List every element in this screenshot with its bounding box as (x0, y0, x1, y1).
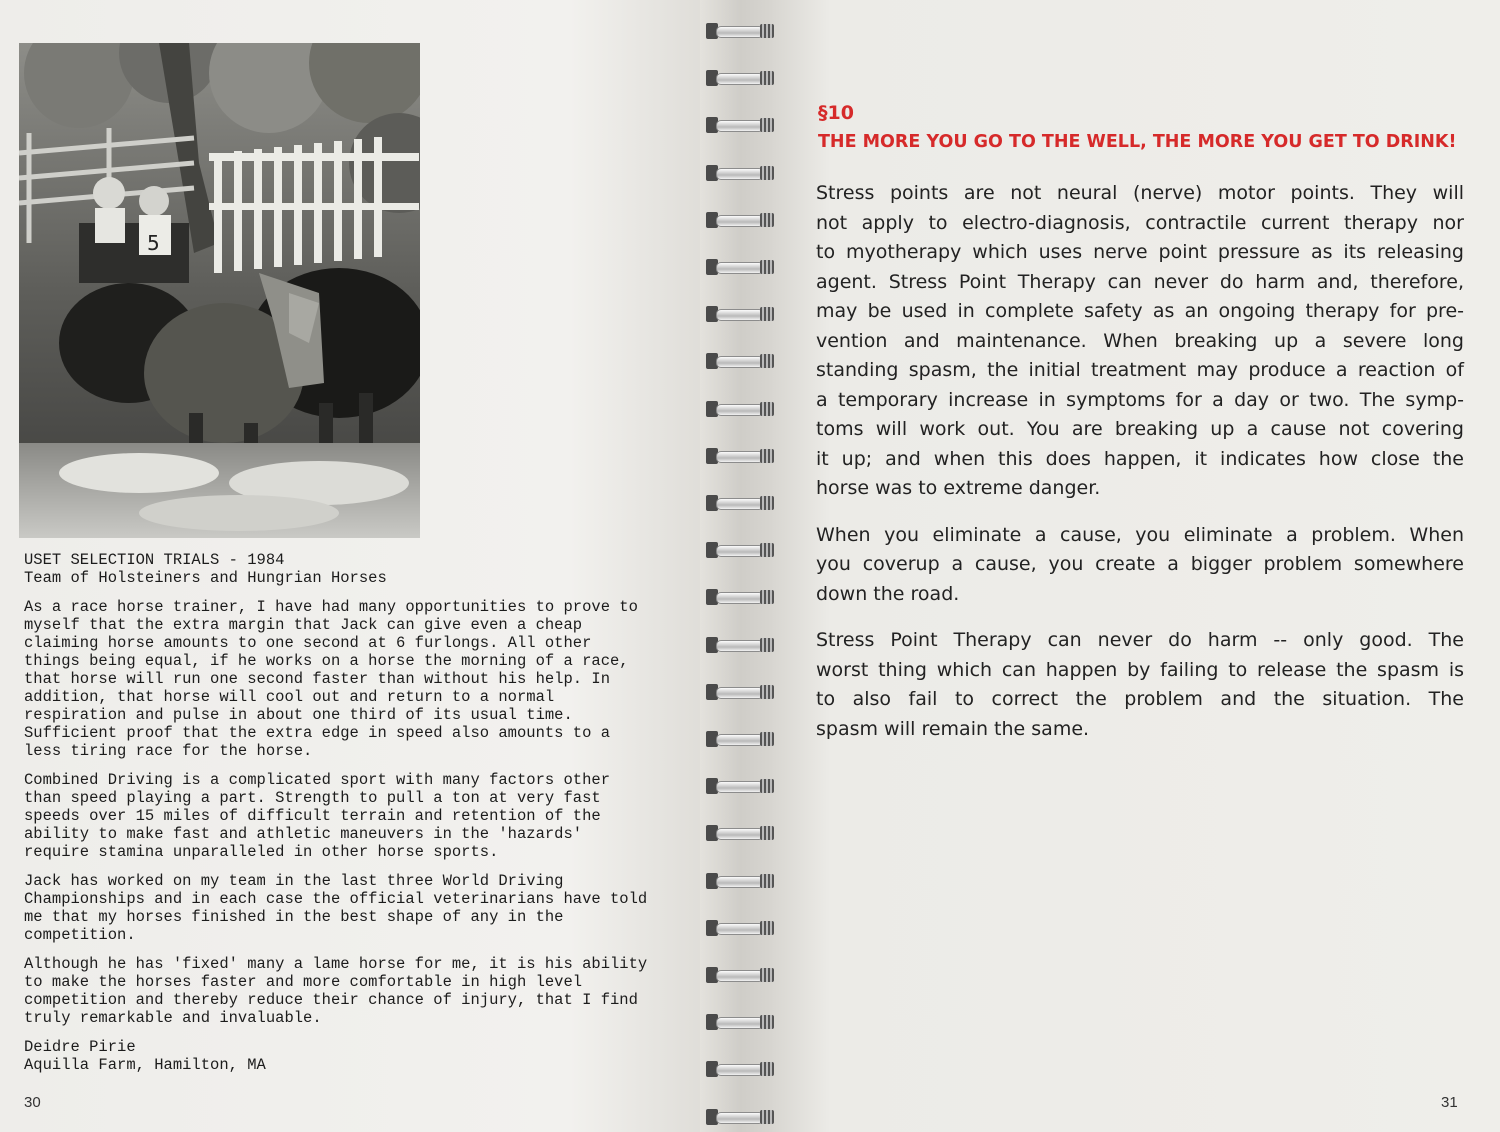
text-line: ability to make fast and athletic maneuvers in the 'hazards' (24, 825, 583, 843)
signature-name: Deidre Pirie (24, 1038, 136, 1056)
text-line: truly remarkable and invaluable. (24, 1009, 322, 1027)
text-line: Jack has worked on my team in the last three World Driving (24, 872, 564, 890)
spiral-ring (706, 681, 774, 703)
text-line: horse was to extreme danger. (816, 477, 1101, 499)
left-page (0, 0, 712, 1132)
spiral-ring (706, 586, 774, 608)
text-line: it up; and when this does happen, it indicates how close the (816, 447, 1464, 470)
spiral-ring (706, 398, 774, 420)
text-line: less tiring race for the horse. (24, 742, 313, 760)
text-line: competition and thereby reduce their chance of injury, that I find (24, 991, 638, 1009)
text-line: Stress points are not neural (nerve) motor points. They will (816, 182, 1464, 204)
spiral-ring (706, 114, 774, 136)
text-line: agent. Stress Point Therapy can never do harm and, therefore, (816, 270, 1464, 293)
text-line: competition. (24, 926, 136, 944)
testimonial-paragraph (24, 598, 684, 760)
text-line: not apply to electro-diagnosis, contractile current therapy nor (816, 211, 1464, 234)
testimonial-paragraph (24, 872, 684, 944)
spiral-ring (706, 775, 774, 797)
spiral-ring (706, 162, 774, 184)
page-number-right: 31 (1441, 1094, 1458, 1111)
text-line: myself that the extra margin that Jack can give even a cheap (24, 616, 583, 634)
text-line: to also fail to correct the problem and the situation. The (816, 688, 1464, 710)
text-line: down the road. (816, 582, 960, 605)
text-line: toms will work out. You are breaking up a cause not covering (816, 418, 1464, 440)
text-line: worst thing which can happen by failing to release the spasm is (816, 658, 1464, 681)
spiral-ring (706, 539, 774, 561)
spiral-ring (706, 445, 774, 467)
testimonial-body (24, 598, 684, 1038)
text-line: Championships and in each case the official veterinarians have told (24, 890, 648, 908)
text-line: you coverup a cause, you create a bigger problem somewhere (816, 553, 1464, 575)
testimonial-signature (24, 1038, 424, 1074)
caption-title: USET SELECTION TRIALS - 1984 (24, 551, 285, 569)
spiral-ring (706, 350, 774, 372)
svg-text:5: 5 (147, 231, 160, 255)
text-line: standing spasm, the initial treatment may produce a reaction of (816, 359, 1464, 381)
body-paragraph (816, 626, 1464, 744)
spiral-ring (706, 728, 774, 750)
spiral-ring (706, 209, 774, 231)
text-line: When you eliminate a cause, you eliminate a problem. When (816, 523, 1464, 546)
text-line: me that my horses finished in the best shape of any in the (24, 908, 564, 926)
text-line: Sufficient proof that the extra edge in speed also amounts to a (24, 724, 610, 742)
text-line: speeds over 15 miles of difficult terrain and retention of the (24, 807, 601, 825)
spiral-ring (706, 303, 774, 325)
section-title: THE MORE YOU GO TO THE WELL, THE MORE YOU GET TO DRINK! (818, 132, 1457, 152)
text-line: Combined Driving is a complicated sport with many factors other (24, 771, 610, 789)
text-line: claiming horse amounts to one second at 6 furlongs. All other (24, 634, 592, 652)
testimonial-paragraph (24, 771, 684, 861)
horse-team-photo (19, 43, 420, 538)
text-line: spasm will remain the same. (816, 717, 1090, 740)
text-line: As a race horse trainer, I have had many opportunities to prove to (24, 598, 638, 616)
text-line: respiration and pulse in about one third of its usual time. (24, 706, 573, 724)
text-line: than speed playing a part. Strength to pull a ton at very fast (24, 789, 601, 807)
body-paragraph (816, 179, 1464, 504)
text-line: a temporary increase in symptoms for a day or two. The symp- (816, 388, 1464, 411)
text-line: addition, that horse will cool out and return to a normal (24, 688, 555, 706)
caption-subtitle: Team of Holsteiners and Hungrian Horses (24, 569, 387, 587)
spiral-ring (706, 917, 774, 939)
spiral-ring (706, 67, 774, 89)
spiral-ring (706, 822, 774, 844)
page-number-left: 30 (24, 1094, 41, 1111)
spiral-ring (706, 492, 774, 514)
section-number: §10 (818, 102, 854, 124)
spiral-ring (706, 964, 774, 986)
text-line: may be used in complete safety as an ongoing therapy for pre- (816, 300, 1464, 322)
spiral-ring (706, 1058, 774, 1080)
text-line: require stamina unparalleled in other horse sports. (24, 843, 499, 861)
section-body (816, 179, 1464, 761)
testimonial-paragraph (24, 955, 684, 1027)
text-line: vention and maintenance. When breaking up a severe long (816, 329, 1464, 352)
spiral-ring (706, 20, 774, 42)
text-line: Stress Point Therapy can never do harm -- only good. The (816, 629, 1464, 651)
spiral-ring (706, 256, 774, 278)
text-line: Although he has 'fixed' many a lame horse for me, it is his ability (24, 955, 648, 973)
spiral-ring (706, 1106, 774, 1128)
photo-caption (24, 551, 684, 587)
body-paragraph (816, 521, 1464, 610)
text-line: things being equal, if he works on a horse the morning of a race, (24, 652, 629, 670)
spiral-ring (706, 634, 774, 656)
text-line: to myotherapy which uses nerve point pressure as its releasing (816, 241, 1464, 263)
signature-place: Aquilla Farm, Hamilton, MA (24, 1056, 266, 1074)
text-line: to make the horses faster and more comfortable in high level (24, 973, 583, 991)
text-line: that horse will run one second faster than without his help. In (24, 670, 610, 688)
spiral-ring (706, 1011, 774, 1033)
spiral-ring (706, 870, 774, 892)
